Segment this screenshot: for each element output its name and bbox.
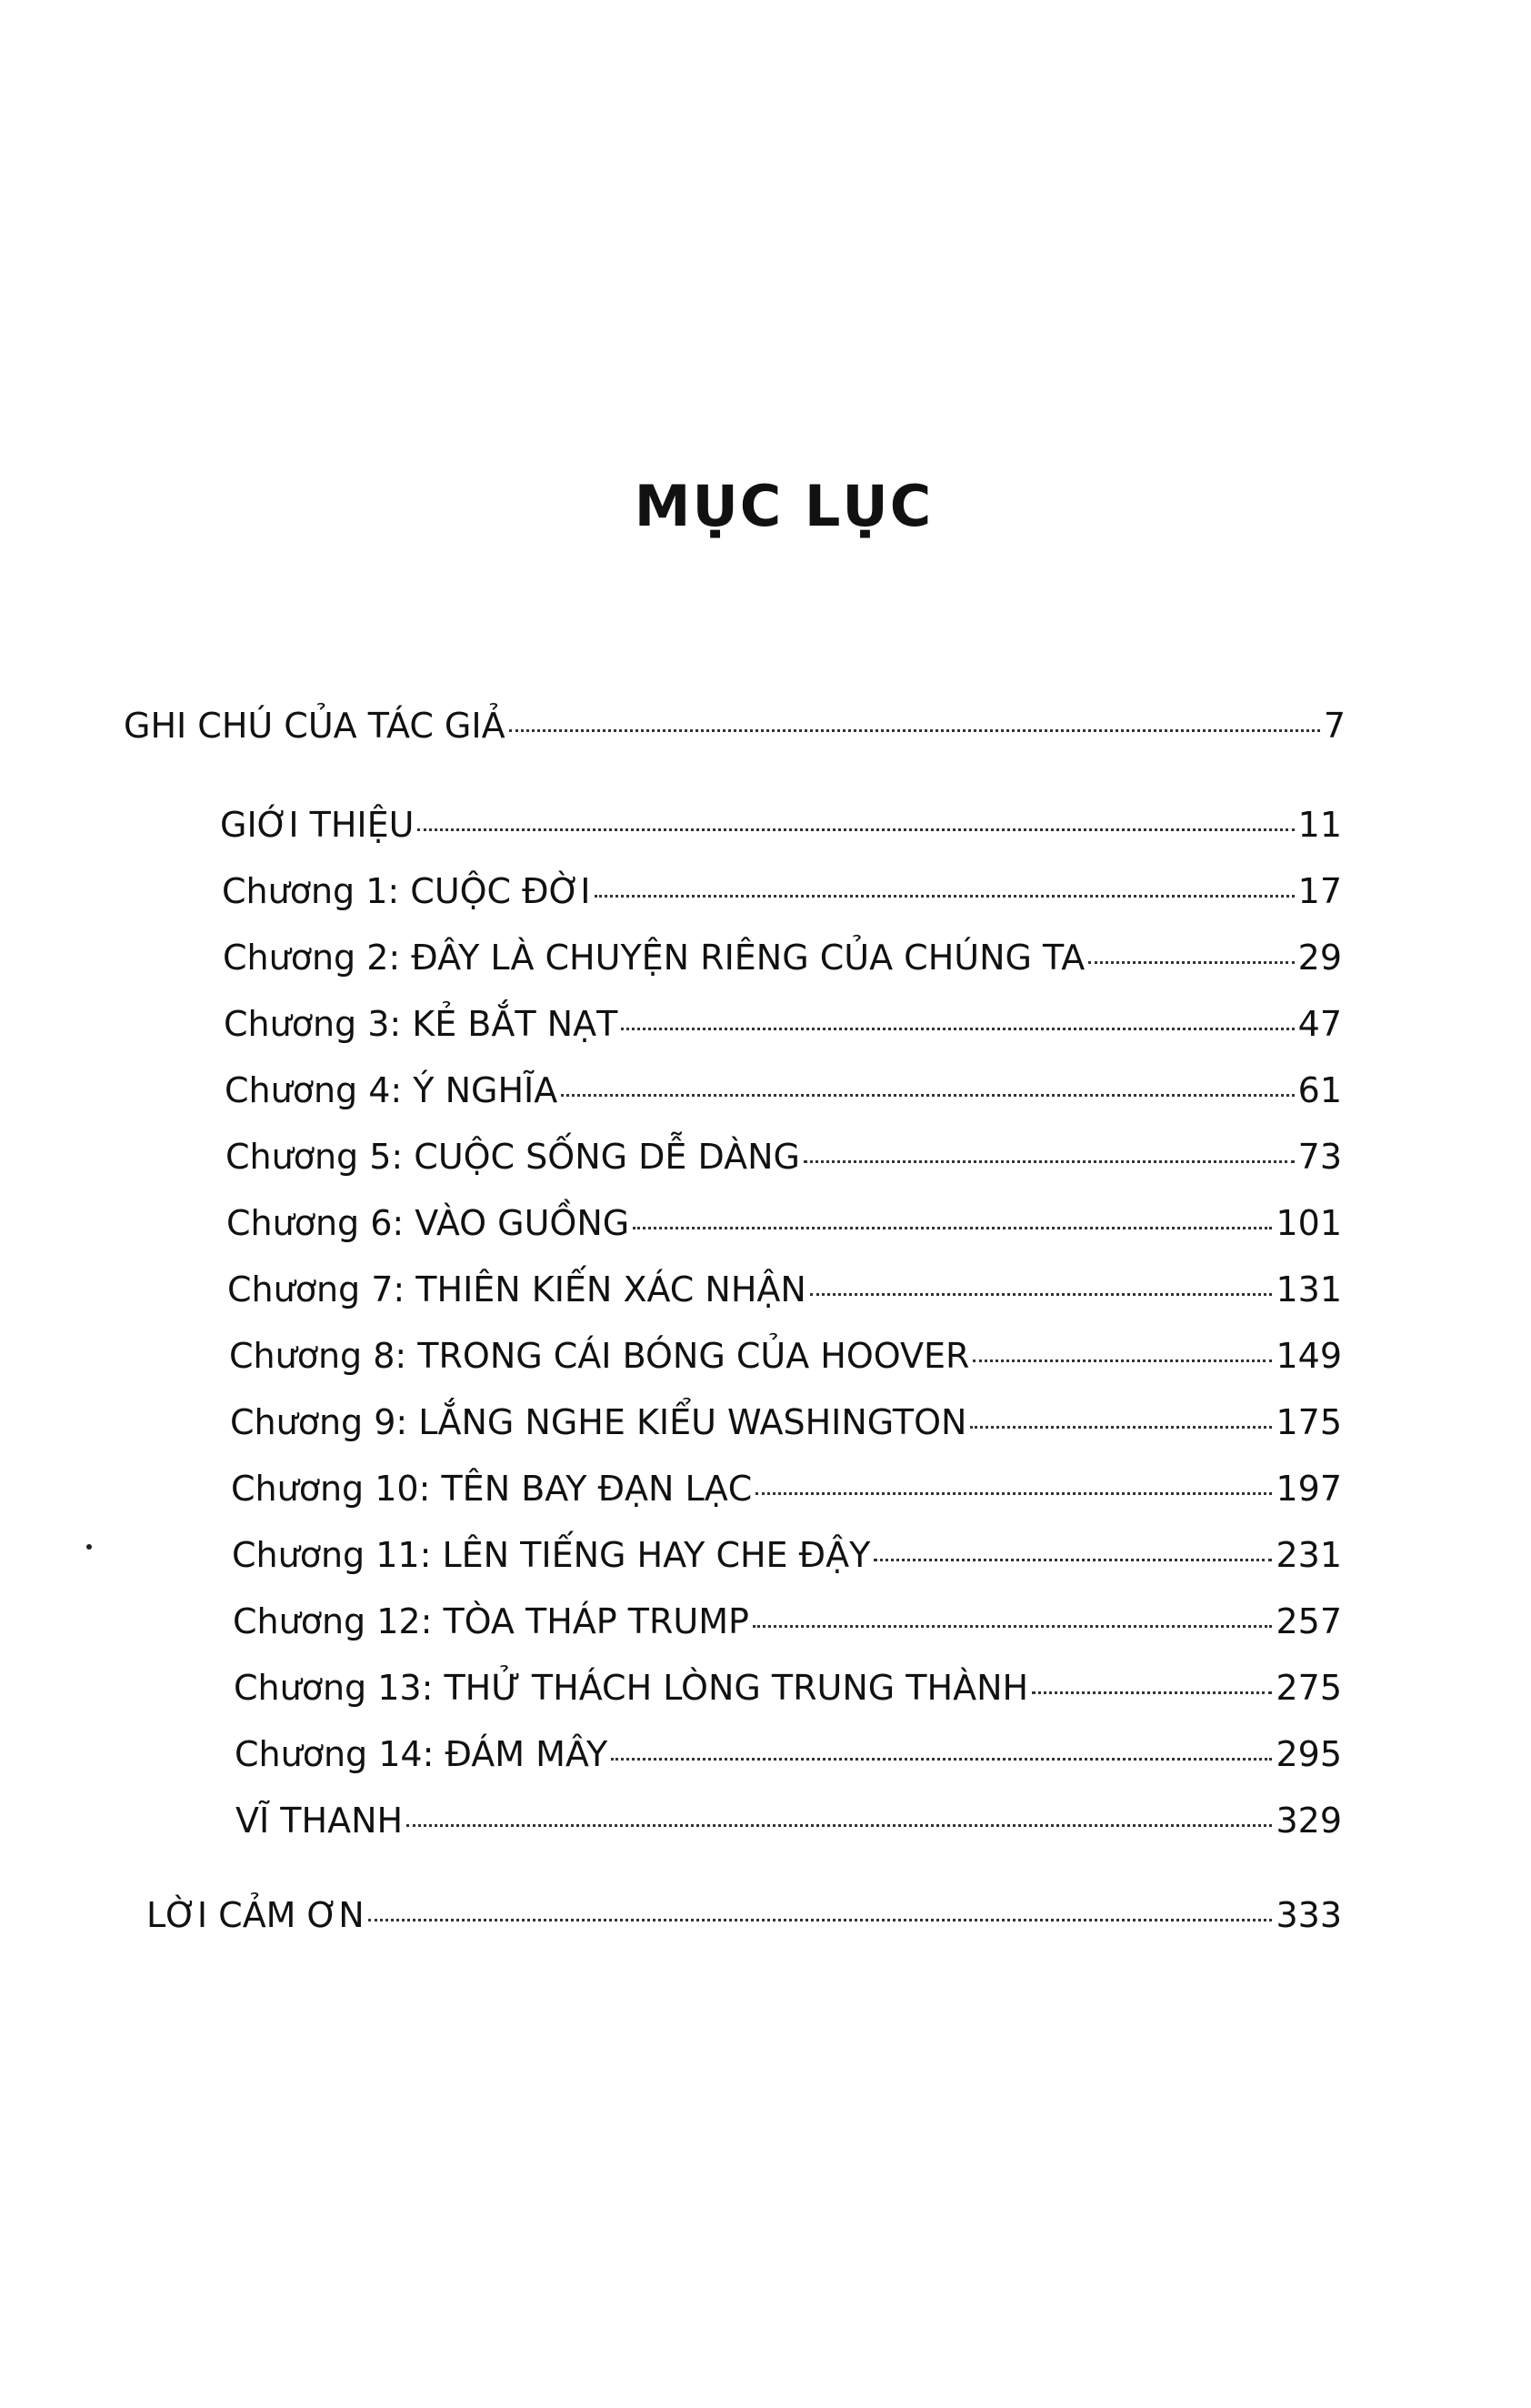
toc-entry-label: Chương 1: CUỘC ĐỜI — [222, 871, 591, 911]
dot-leader — [874, 1559, 1272, 1561]
toc-entry-label: Chương 5: CUỘC SỐNG DỄ DÀNG — [225, 1137, 800, 1177]
toc-entry-page: 47 — [1297, 1004, 1342, 1044]
toc-entry-label: Chương 3: KẺ BẮT NẠT — [224, 1004, 618, 1044]
toc-entry-label: GIỚI THIỆU — [220, 805, 415, 845]
toc-entry[interactable] — [146, 1892, 1342, 1938]
toc-entry[interactable] — [225, 1134, 1342, 1179]
toc-entry[interactable] — [235, 1798, 1342, 1843]
toc-entry-label: Chương 14: ĐÁM MÂY — [235, 1734, 608, 1774]
toc-entry[interactable] — [233, 1599, 1342, 1644]
toc-entry-page: 149 — [1276, 1336, 1342, 1376]
toc-entry[interactable] — [224, 1001, 1342, 1047]
toc-entry-label: Chương 11: LÊN TIẾNG HAY CHE ĐẬY — [232, 1535, 871, 1575]
dot-leader — [1088, 961, 1294, 964]
toc-entry-page: 329 — [1276, 1801, 1342, 1841]
toc-entry[interactable] — [232, 1532, 1342, 1578]
toc-entry-page: 257 — [1276, 1601, 1342, 1641]
toc-entry-label: VĨ THANH — [235, 1801, 404, 1841]
toc-entry-page: 11 — [1297, 805, 1342, 845]
dot-leader — [368, 1919, 1273, 1921]
toc-entry-page: 29 — [1297, 938, 1342, 978]
dot-leader — [611, 1758, 1272, 1761]
toc-entry[interactable] — [234, 1665, 1342, 1711]
toc-entry-label: Chương 9: LẮNG NGHE KIỂU WASHINGTON — [230, 1402, 967, 1442]
dot-leader — [406, 1824, 1272, 1827]
toc-entry[interactable] — [227, 1267, 1342, 1312]
ink-speck — [86, 1544, 92, 1550]
toc-entry-page: 17 — [1297, 871, 1342, 911]
toc-entry-label: Chương 10: TÊN BAY ĐẠN LẠC — [231, 1469, 753, 1509]
toc-entry-label: Chương 13: THỬ THÁCH LÒNG TRUNG THÀNH — [234, 1668, 1029, 1708]
toc-entry[interactable] — [222, 868, 1342, 914]
toc-entry-label: Chương 2: ĐÂY LÀ CHUYỆN RIÊNG CỦA CHÚNG TA — [223, 938, 1086, 978]
toc-entry-page: 175 — [1276, 1402, 1342, 1442]
dot-leader — [561, 1094, 1294, 1097]
dot-leader — [970, 1426, 1272, 1429]
toc-entry-page: 197 — [1276, 1469, 1342, 1509]
toc-entry-page: 333 — [1276, 1895, 1342, 1935]
toc-entry-page: 275 — [1276, 1668, 1342, 1708]
toc-entry[interactable] — [223, 935, 1342, 980]
dot-leader — [1032, 1691, 1272, 1694]
toc-entry[interactable] — [225, 1068, 1342, 1113]
toc-entry[interactable] — [226, 1200, 1342, 1246]
dot-leader — [509, 729, 1320, 732]
toc-entry[interactable] — [235, 1731, 1342, 1777]
toc-entry-label: Chương 12: TÒA THÁP TRUMP — [233, 1601, 749, 1641]
toc-entry-page: 231 — [1276, 1535, 1342, 1575]
toc-entry[interactable] — [220, 802, 1342, 848]
toc-entry-label: Chương 7: THIÊN KIẾN XÁC NHẬN — [227, 1269, 806, 1309]
toc-entry[interactable] — [229, 1333, 1342, 1379]
toc-entry-label: Chương 6: VÀO GUỒNG — [226, 1203, 630, 1243]
toc-entry-page: 61 — [1297, 1070, 1342, 1110]
toc-entry[interactable] — [124, 703, 1346, 748]
toc-entry-label: Chương 4: Ý NGHĨA — [225, 1070, 558, 1110]
toc-entry-page: 7 — [1323, 706, 1346, 746]
dot-leader — [595, 895, 1295, 898]
toc-entry[interactable] — [230, 1400, 1342, 1445]
dot-leader — [417, 828, 1294, 831]
toc-entry-label: Chương 8: TRONG CÁI BÓNG CỦA HOOVER — [229, 1336, 970, 1376]
toc-entry-label: LỜI CẢM ƠN — [146, 1895, 365, 1935]
dot-leader — [755, 1492, 1272, 1495]
dot-leader — [973, 1360, 1272, 1362]
page-title: MỤC LỤC — [634, 473, 934, 539]
dot-leader — [804, 1160, 1295, 1163]
toc-entry[interactable] — [231, 1466, 1342, 1511]
toc-entry-page: 101 — [1276, 1203, 1342, 1243]
toc-entry-label: GHI CHÚ CỦA TÁC GIẢ — [124, 706, 505, 746]
toc-entry-page: 295 — [1276, 1734, 1342, 1774]
toc-entry-page: 73 — [1297, 1137, 1342, 1177]
dot-leader — [633, 1227, 1272, 1229]
dot-leader — [753, 1625, 1273, 1628]
dot-leader — [621, 1028, 1294, 1030]
dot-leader — [810, 1293, 1273, 1296]
toc-entry-page: 131 — [1276, 1269, 1342, 1309]
